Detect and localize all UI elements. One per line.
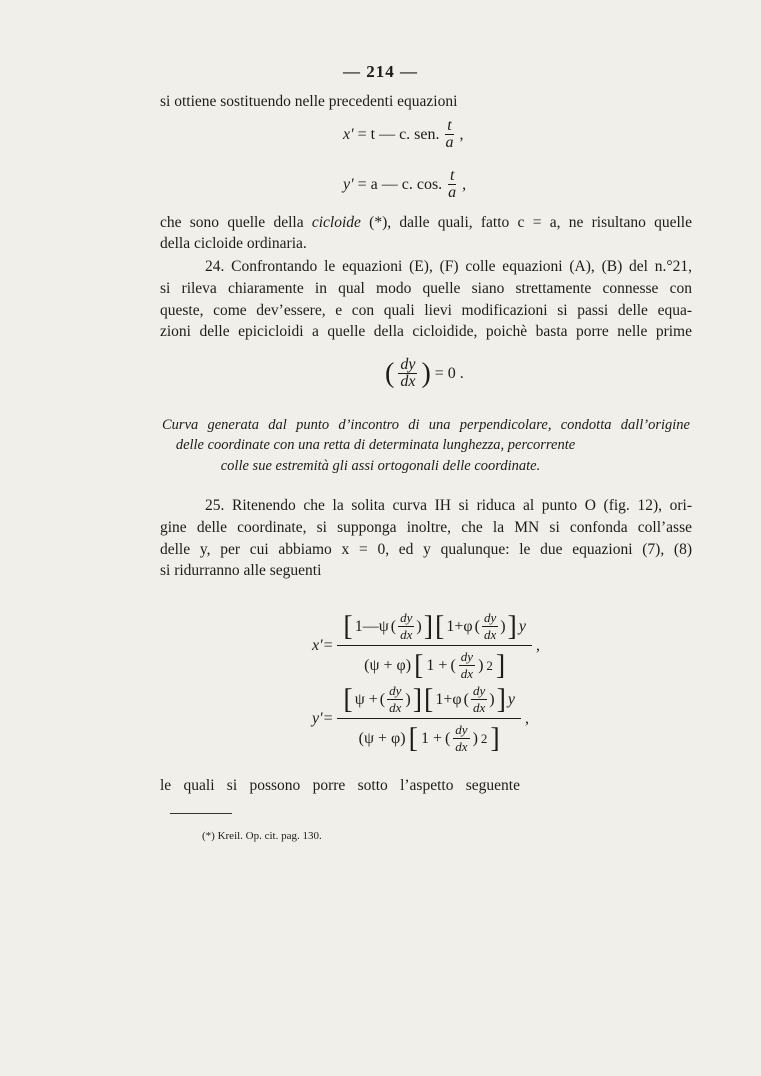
eq-lhs: x′ — [343, 125, 354, 143]
section-heading-line: Curva generata dal punto d’incontro di una perpendicolare, condotta dall’origine — [162, 417, 690, 433]
equation-dy-dx: ( $\frac{dy}{dx}$ ) = 0 . — [385, 356, 464, 390]
equation-y-prime-reduced: y′= [ ψ + ( $\frac{dy}{dx}$ ) ] [ 1+φ ( $\frac{dy}{dx}$ ) ] y (ψ + φ) [ 1 + ( $\frac{dy}{dx}$ ) 2 ] , — [312, 683, 530, 754]
section-heading-line: delle coordinate con una retta di determinata lunghezza, percorrente — [175, 437, 576, 453]
footnote-rule — [170, 813, 232, 814]
equation-x-prime-reduced: x′= [ 1—ψ ( $\frac{dy}{dx}$ ) ] [ 1+φ ( $\frac{dy}{dx}$ ) ] y (ψ + φ) [ 1 + ( $\frac{dy}{dx}$ ) 2 ] , — [312, 610, 540, 681]
intro-line: si ottiene sostituendo nelle precedenti equazioni — [160, 93, 458, 110]
section-heading-line: colle sue estremità gli assi ortogonali delle coordinate. — [220, 458, 541, 474]
eq-lhs: y′ — [343, 175, 354, 193]
eq-lhs: x′= — [312, 637, 334, 654]
paragraph-25-line: si ridurranno alle seguenti — [160, 562, 322, 579]
paragraph-25-line: delle y, per cui abbiamo x = 0, ed y qualunque: le due equazioni (7), (8) — [160, 541, 692, 558]
fraction: $\frac{t}{a}$ — [448, 167, 457, 201]
paragraph-25-line: 25. Ritenendo che la solita curva IH si riduca al punto O (fig. 12), ori- — [205, 497, 692, 514]
paragraph-line: che sono quelle della cicloide (*), dalle quali, fatto c = a, ne risultano quelle — [160, 214, 692, 231]
paragraph-24-line: si rileva chiaramente in qual modo quelle siano strettamente connesse con — [160, 280, 692, 297]
paragraph-25-line: gine delle coordinate, si supponga inoltre, che la MN si confonda coll’asse — [160, 519, 692, 536]
page-number: — 214 — — [343, 62, 418, 81]
equation-y-prime — [343, 168, 466, 201]
paragraph-24-line: zioni delle epicicloidi a quelle della cicloidide, poichè basta porre nelle prime — [160, 323, 692, 340]
comma: , — [462, 175, 467, 193]
paragraph-line: della cicloide ordinaria. — [160, 235, 307, 252]
paragraph-24-line: queste, come dev’essere, e con quali lievi modificazioni si passi delle equa- — [160, 302, 692, 319]
fraction: [ 1—ψ ( $\frac{dy}{dx}$ ) ] [ 1+φ ( $\frac{dy}{dx}$ ) ] y (ψ + φ) [ 1 + ( $\frac{dy}{dx}$ ) 2 ] — [337, 610, 532, 682]
paragraph-24-line: 24. Confrontando le equazioni (E), (F) colle equazioni (A), (B) del n.°21, — [205, 258, 692, 275]
equation-x-prime — [343, 118, 464, 151]
eq-lhs: y′= — [312, 710, 334, 727]
footnote: (*) Kreil. Op. cit. pag. 130. — [202, 830, 322, 842]
fraction: $\frac{t}{a}$ — [445, 117, 454, 151]
fraction: [ ψ + ( $\frac{dy}{dx}$ ) ] [ 1+φ ( $\frac{dy}{dx}$ ) ] y (ψ + φ) [ 1 + ( $\frac{dy}{dx}$ ) 2 ] — [337, 683, 521, 755]
comma: , — [459, 125, 464, 143]
eq-rhs: = t — c. sen. — [357, 125, 440, 143]
closing-line: le quali si possono porre sotto l’aspetto seguente — [160, 777, 520, 794]
eq-rhs: = 0 . — [434, 364, 464, 382]
eq-rhs: = a — c. cos. — [357, 175, 443, 193]
